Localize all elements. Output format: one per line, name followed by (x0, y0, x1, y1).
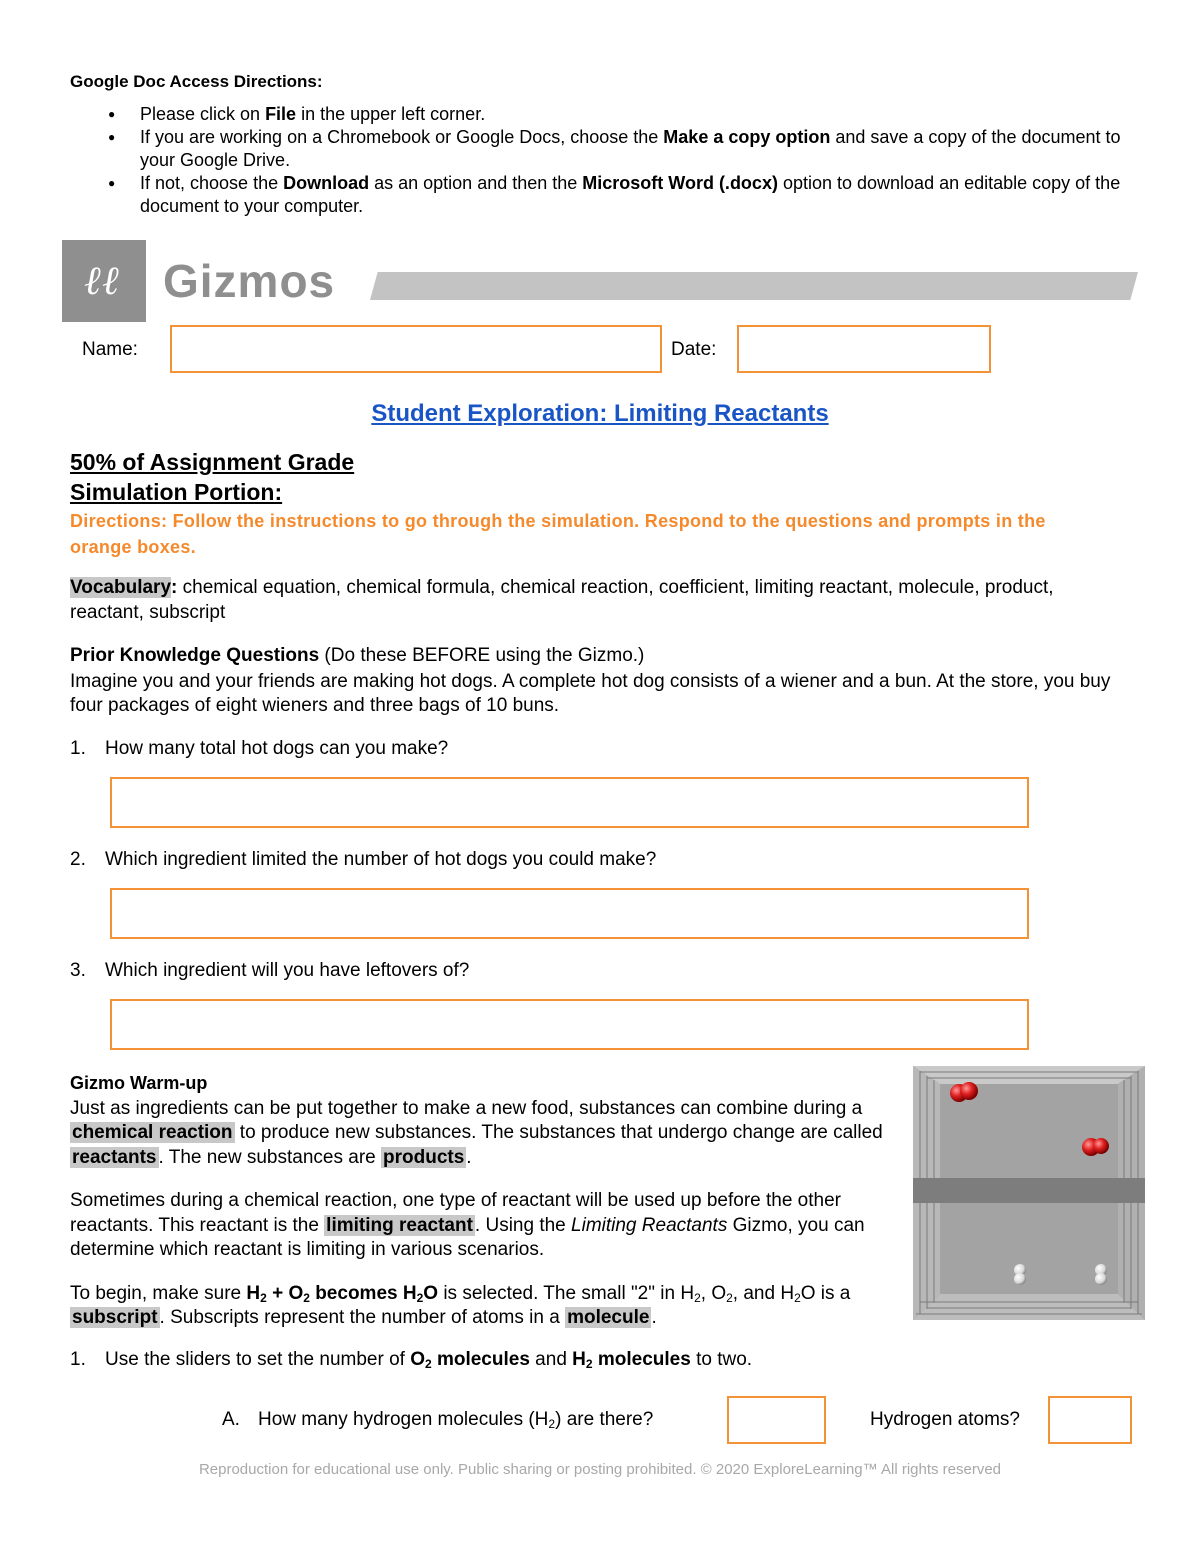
grade-heading: 50% of Assignment Grade (70, 449, 355, 475)
svg-text:ℓ: ℓ (102, 258, 119, 304)
warmup-paragraph-2: Sometimes during a chemical reaction, one type of reactant will be used up before the other reactants. This reactant is the limiting reactant . Using the Limiting Reactants Gizmo, you can determine which reactant is limiting in various scenarios. (70, 1190, 865, 1260)
hydrogen-atoms-label: Hydrogen atoms? (870, 1409, 1020, 1430)
answer-box-1[interactable] (110, 777, 1029, 828)
prior-knowledge-text: Imagine you and your friends are making hot dogs. A complete hot dog consists of a wiener and a bun. At the store, you buy four packages of eight wieners and three bags of 10 buns. (70, 670, 1111, 716)
warmup-paragraph-1: Just as ingredients can be put together to make a new food, substances can combine during a chemical reaction to produce new substances. The substances that undergo change are called reactants . The new substances are products . (70, 1097, 883, 1168)
name-field[interactable] (170, 325, 662, 373)
vocabulary-paragraph: Vocabulary: chemical equation, chemical formula, chemical reaction, coefficient, limiting reactant, molecule, product, reactant, subscript (70, 577, 1054, 623)
directions-text: Directions: Follow the instructions to go through the simulation. Respond to the questions and prompts in the orange boxes. (70, 511, 1046, 557)
gizmos-brand: Gizmos (163, 255, 336, 307)
explorelearning-logo-icon (62, 240, 146, 322)
gizmo-simulation-image (913, 1066, 1145, 1320)
list-item: ● If you are working on a Chromebook or Google Docs, choose the Make a copy option and save a copy of the document to your Google Drive. (70, 126, 1130, 172)
header-bar (370, 272, 1138, 300)
prior-knowledge-heading: Prior Knowledge Questions (70, 645, 320, 666)
question-2: 2. Which ingredient limited the number of hot dogs you could make? (70, 849, 657, 870)
list-item: ● Please click on File in the upper left corner. (70, 103, 1130, 126)
access-directions-list (70, 103, 1130, 218)
answer-box-3[interactable] (110, 999, 1029, 1050)
list-item: ● If not, choose the Download as an option and then the Microsoft Word (.docx) option to download an editable copy of the document to your computer. (70, 172, 1130, 218)
gizmo-warmup-section (70, 1071, 900, 1331)
svg-text:ℓ: ℓ (84, 258, 101, 304)
answer-box-2[interactable] (110, 888, 1029, 939)
warmup-step-1: 1. Use the sliders to set the number of $O_2$ molecules and $H_2$ molecules to two. (70, 1349, 753, 1371)
date-label: Date: (671, 339, 717, 360)
warmup-paragraph-3: To begin, make sure $H_2 + O_2$ becomes $H_2O$ is selected. The small "2" in $H_2$, $O_2$, and $H_2O$ is a subscript . Subscripts represent the number of atoms in a molecule . (70, 1282, 851, 1328)
name-label: Name: (82, 339, 138, 360)
hydrogen-molecules-answer[interactable] (727, 1396, 826, 1444)
vocabulary-label: Vocabulary (70, 577, 172, 598)
question-3: 3. Which ingredient will you have leftovers of? (70, 960, 470, 981)
footer-copyright: Reproduction for educational use only. Public sharing or posting prohibited. © 2020 ExploreLearning™ All rights reserved (198, 1461, 1002, 1478)
question-1a: A. How many hydrogen molecules $(H_2)$ are there? (222, 1409, 654, 1431)
warmup-heading: Gizmo Warm-up (70, 1073, 208, 1093)
hydrogen-atoms-answer[interactable] (1048, 1396, 1132, 1444)
question-1: 1. How many total hot dogs can you make? (70, 738, 449, 759)
page-title[interactable]: Student Exploration: Limiting Reactants (371, 400, 829, 427)
prior-knowledge-section: Prior Knowledge Questions (Do these BEFORE using the Gizmo.) Imagine you and your friends are making hot dogs. A complete hot dog consists of a wiener and a bun. At the store, you buy four packages of eight wieners and three bags of 10 buns. (70, 644, 1140, 719)
access-directions-title: Google Doc Access Directions: (70, 72, 323, 91)
date-field[interactable] (737, 325, 991, 373)
simulation-portion-heading: Simulation Portion: (70, 479, 283, 505)
